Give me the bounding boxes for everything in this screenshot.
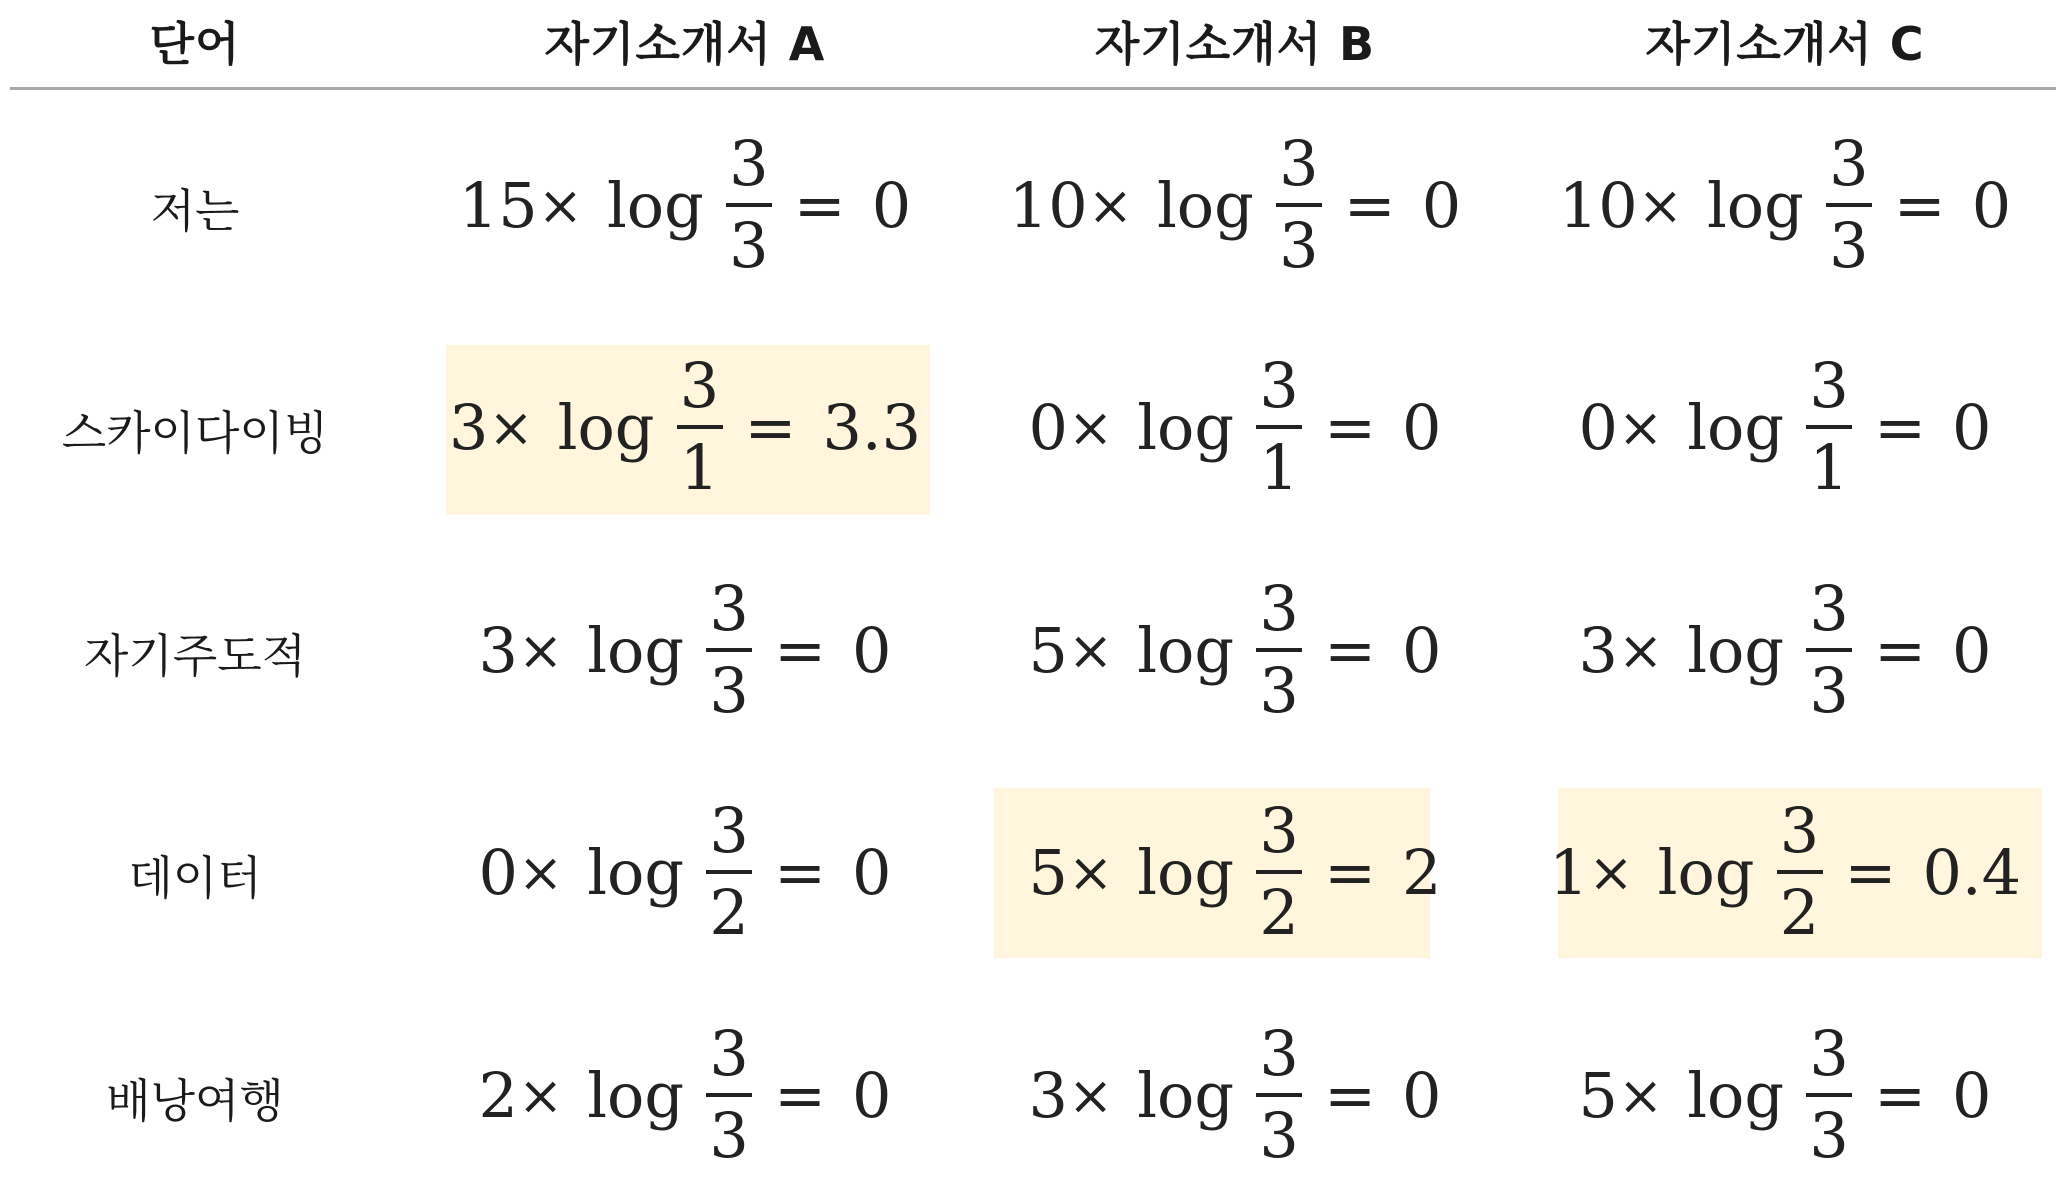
fraction-numerator: 3 <box>1809 349 1849 422</box>
tfidf-result: 0 <box>1952 1058 1992 1132</box>
term-count: 3 <box>448 390 489 464</box>
log-symbol: log <box>1687 390 1785 464</box>
equals-symbol: = <box>1874 1058 1927 1132</box>
idf-fraction <box>677 349 723 504</box>
tfidf-expression <box>1028 1017 1442 1172</box>
tfidf-expression <box>1578 349 1992 504</box>
tfidf-result: 0 <box>852 835 892 909</box>
tfidf-result: 0 <box>871 168 912 242</box>
fraction-numerator: 3 <box>1809 1017 1849 1090</box>
fraction-denominator: 3 <box>709 654 749 727</box>
term-count: 3 <box>478 613 518 687</box>
tfidf-expression <box>1008 127 1462 282</box>
log-symbol: log <box>1687 1058 1785 1132</box>
fraction-denominator: 1 <box>679 431 720 504</box>
fraction-denominator: 3 <box>1829 209 1869 282</box>
times-symbol: × <box>517 618 564 682</box>
idf-fraction <box>1826 127 1872 282</box>
term-count: 5 <box>1028 835 1068 909</box>
tfidf-expression <box>478 572 892 727</box>
equals-symbol: = <box>744 390 797 464</box>
tfidf-cell-a <box>450 341 920 513</box>
fraction-numerator: 3 <box>1259 1017 1299 1090</box>
tfidf-cell-c <box>1550 119 2020 291</box>
tfidf-expression <box>1578 572 1992 727</box>
fraction-numerator: 3 <box>1279 127 1319 200</box>
times-symbol: × <box>517 840 564 904</box>
fraction-denominator: 2 <box>709 876 749 949</box>
idf-fraction <box>726 127 772 282</box>
tfidf-cell-b <box>1000 119 1470 291</box>
equals-symbol: = <box>774 1058 827 1132</box>
equals-symbol: = <box>774 613 827 687</box>
tfidf-expression <box>1028 794 1442 949</box>
fraction-numerator: 3 <box>1259 572 1299 645</box>
equals-symbol: = <box>1324 390 1377 464</box>
tfidf-result: 3.3 <box>822 390 922 464</box>
log-symbol: log <box>1706 168 1804 242</box>
tfidf-cell-b <box>1000 786 1470 958</box>
times-symbol: × <box>1067 618 1114 682</box>
fraction-denominator: 3 <box>1259 654 1299 727</box>
times-symbol: × <box>1617 1063 1664 1127</box>
header-doc-c: 자기소개서 C <box>1645 17 1925 71</box>
tfidf-result: 0 <box>1971 168 2012 242</box>
header-rule <box>10 87 2056 90</box>
tfidf-result: 0.4 <box>1922 835 2022 909</box>
term-count: 5 <box>1028 613 1068 687</box>
row-word: 자기주도적 <box>83 629 307 683</box>
idf-fraction <box>706 1017 752 1172</box>
tfidf-cell-b <box>1000 341 1470 513</box>
idf-fraction <box>1256 794 1302 949</box>
equals-symbol: = <box>1324 835 1377 909</box>
tfidf-result: 0 <box>1402 613 1442 687</box>
idf-fraction <box>1777 794 1823 949</box>
tfidf-expression <box>478 1017 892 1172</box>
tfidf-expression <box>448 349 922 504</box>
log-symbol: log <box>557 390 655 464</box>
fraction-denominator: 3 <box>729 209 769 282</box>
idf-fraction <box>706 794 752 949</box>
tfidf-expression <box>478 794 892 949</box>
fraction-denominator: 3 <box>1809 1099 1849 1172</box>
times-symbol: × <box>1067 840 1114 904</box>
tfidf-result: 0 <box>852 613 892 687</box>
header-doc-b: 자기소개서 B <box>1094 17 1376 71</box>
tfidf-cell-c <box>1550 1009 2020 1181</box>
times-symbol: × <box>1087 173 1133 237</box>
equals-symbol: = <box>1874 390 1927 464</box>
equals-symbol: = <box>1343 168 1396 242</box>
fraction-numerator: 3 <box>1259 794 1299 867</box>
tfidf-cell-a <box>450 1009 920 1181</box>
equals-symbol: = <box>774 835 827 909</box>
tfidf-result: 0 <box>1952 613 1992 687</box>
tfidf-expression <box>1028 349 1442 504</box>
fraction-numerator: 3 <box>709 1017 749 1090</box>
fraction-numerator: 3 <box>709 794 749 867</box>
tfidf-expression <box>458 127 912 282</box>
idf-fraction <box>1256 349 1302 504</box>
log-symbol: log <box>1137 1058 1235 1132</box>
idf-fraction <box>1806 1017 1852 1172</box>
tfidf-cell-b <box>1000 564 1470 736</box>
tfidf-cell-b <box>1000 1009 1470 1181</box>
fraction-denominator: 1 <box>1259 431 1299 504</box>
times-symbol: × <box>1617 618 1664 682</box>
row-word: 저는 <box>150 184 240 238</box>
term-count: 10 <box>1558 168 1638 242</box>
row-word: 배낭여행 <box>106 1074 284 1128</box>
term-count: 10 <box>1008 168 1088 242</box>
equals-symbol: = <box>1324 613 1377 687</box>
times-symbol: × <box>1637 173 1683 237</box>
tfidf-expression <box>1028 572 1442 727</box>
tfidf-cell-c <box>1550 341 2020 513</box>
fraction-denominator: 3 <box>1259 1099 1299 1172</box>
tfidf-result: 0 <box>1952 390 1992 464</box>
log-symbol: log <box>587 835 685 909</box>
times-symbol: × <box>1617 395 1664 459</box>
fraction-numerator: 3 <box>709 572 749 645</box>
tfidf-cell-c <box>1550 564 2020 736</box>
row-word: 데이터 <box>128 851 262 905</box>
log-symbol: log <box>606 168 704 242</box>
term-count: 1 <box>1548 835 1589 909</box>
tfidf-cell-a <box>450 564 920 736</box>
fraction-denominator: 1 <box>1809 431 1849 504</box>
tfidf-cell-c <box>1550 786 2020 958</box>
fraction-numerator: 3 <box>1259 349 1299 422</box>
equals-symbol: = <box>793 168 846 242</box>
fraction-denominator: 2 <box>1779 876 1820 949</box>
fraction-numerator: 3 <box>1829 127 1869 200</box>
tfidf-result: 0 <box>1421 168 1462 242</box>
idf-fraction <box>1256 572 1302 727</box>
fraction-numerator: 3 <box>1809 572 1849 645</box>
times-symbol: × <box>537 173 583 237</box>
row-word: 스카이다이빙 <box>61 406 329 460</box>
term-count: 0 <box>1578 390 1618 464</box>
idf-fraction <box>1276 127 1322 282</box>
equals-symbol: = <box>1844 835 1897 909</box>
equals-symbol: = <box>1874 613 1927 687</box>
header-doc-a: 자기소개서 A <box>544 17 826 71</box>
tfidf-expression <box>1558 127 2012 282</box>
fraction-numerator: 3 <box>1779 794 1820 867</box>
term-count: 5 <box>1578 1058 1618 1132</box>
log-symbol: log <box>1137 390 1235 464</box>
fraction-denominator: 3 <box>709 1099 749 1172</box>
term-count: 0 <box>478 835 518 909</box>
times-symbol: × <box>488 395 534 459</box>
fraction-denominator: 3 <box>1809 654 1849 727</box>
idf-fraction <box>1806 349 1852 504</box>
term-count: 3 <box>1028 1058 1068 1132</box>
tfidf-result: 0 <box>852 1058 892 1132</box>
tfidf-cell-a <box>450 786 920 958</box>
log-symbol: log <box>1156 168 1254 242</box>
tfidf-expression <box>1548 794 2022 949</box>
fraction-numerator: 3 <box>729 127 769 200</box>
log-symbol: log <box>1657 835 1755 909</box>
equals-symbol: = <box>1324 1058 1377 1132</box>
idf-fraction <box>1806 572 1852 727</box>
term-count: 2 <box>478 1058 518 1132</box>
tfidf-result: 0 <box>1402 1058 1442 1132</box>
term-count: 0 <box>1028 390 1068 464</box>
equals-symbol: = <box>1893 168 1946 242</box>
times-symbol: × <box>1067 1063 1114 1127</box>
tfidf-result: 0 <box>1402 390 1442 464</box>
log-symbol: log <box>1137 613 1235 687</box>
log-symbol: log <box>1137 835 1235 909</box>
idf-fraction <box>1256 1017 1302 1172</box>
idf-fraction <box>706 572 752 727</box>
times-symbol: × <box>517 1063 564 1127</box>
term-count: 3 <box>1578 613 1618 687</box>
tfidf-cell-a <box>450 119 920 291</box>
times-symbol: × <box>1067 395 1114 459</box>
fraction-denominator: 2 <box>1259 876 1299 949</box>
tfidf-expression <box>1578 1017 1992 1172</box>
fraction-denominator: 3 <box>1279 209 1319 282</box>
times-symbol: × <box>1588 840 1634 904</box>
log-symbol: log <box>587 613 685 687</box>
fraction-numerator: 3 <box>679 349 720 422</box>
log-symbol: log <box>1687 613 1785 687</box>
log-symbol: log <box>587 1058 685 1132</box>
term-count: 15 <box>458 168 538 242</box>
header-word: 단어 <box>149 17 241 71</box>
tfidf-result: 2 <box>1402 835 1442 909</box>
